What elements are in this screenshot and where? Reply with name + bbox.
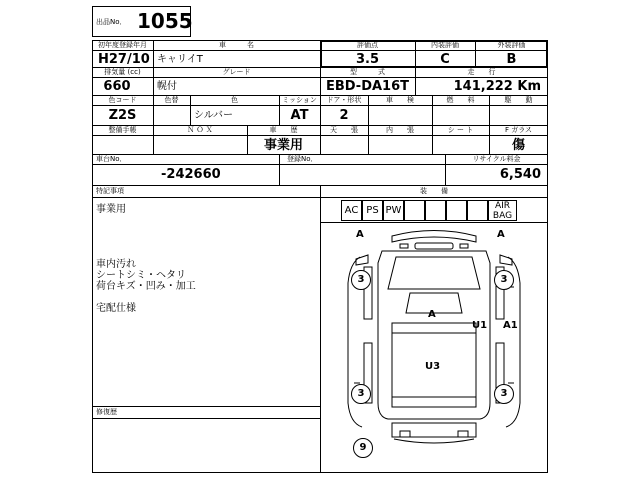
remarks-note: 荷台キズ・凹み・加工	[96, 281, 196, 292]
chassis-label: 車台No．	[96, 155, 127, 163]
remarks-line1: 事業用	[96, 204, 126, 215]
fuel-label: 燃 料	[446, 96, 475, 104]
damage-right-u: U1	[472, 320, 488, 331]
displacement-label: 排気量 (cc)	[104, 68, 141, 76]
equipment-cell	[362, 200, 383, 221]
damage-right-a: A1	[503, 320, 518, 331]
color-code-label: 色コード	[108, 96, 137, 104]
damage-front-right: A	[497, 229, 505, 240]
recycle-value: 6,540	[499, 167, 541, 182]
damage-front-left: A	[356, 229, 364, 240]
grade-value: 幌付	[157, 81, 177, 92]
color-code-value: Z2S	[108, 108, 137, 123]
front-glass-label: F ガラス	[504, 126, 533, 134]
car-diagram	[320, 223, 548, 473]
equipment-label: 装 備	[420, 187, 448, 195]
damage-rear-left: 3	[351, 384, 371, 404]
equipment-cell	[446, 200, 467, 221]
damage-rear-right: 3	[494, 384, 514, 404]
vline	[279, 154, 280, 185]
mileage-label: 走 行	[467, 68, 496, 76]
exterior-value: B	[506, 52, 517, 67]
doors-value: 2	[339, 108, 349, 123]
damage-rear-bottom: 9	[353, 438, 373, 458]
equipment-ac: AC	[344, 205, 359, 216]
doors-label: ドア・形状	[326, 96, 362, 104]
equipment-airbag-cell	[488, 200, 517, 221]
seat-label: シ ー ト	[447, 126, 474, 134]
equipment-cell	[404, 200, 425, 221]
equipment-cell	[383, 200, 404, 221]
history-label: 車 歴	[269, 126, 298, 134]
headliner-label: 天 張	[330, 126, 358, 134]
remarks-note: シートシミ・ヘタリ	[96, 270, 186, 281]
equipment-airbag: AIR BAG	[492, 201, 513, 221]
color-label: 色	[231, 96, 238, 104]
inspection-label: 車 検	[386, 96, 414, 104]
color-change-label: 色替	[164, 96, 179, 104]
mileage-value: 141,222 Km	[453, 79, 541, 94]
recycle-label: リサイクル料金	[472, 155, 521, 163]
repair-history-label: 修復歴	[96, 408, 117, 416]
first-reg-label: 初年度登録年月	[98, 41, 147, 49]
transmission-value: AT	[290, 108, 309, 123]
equipment-cell	[425, 200, 446, 221]
equipment-cell	[341, 200, 362, 221]
equipment-pw: PW	[385, 205, 402, 216]
service-book-label: 整備手帳	[108, 126, 137, 134]
score-label: 評価点	[357, 41, 378, 49]
remarks-note: 宅配仕様	[96, 303, 136, 314]
damage-door-right: 3	[494, 270, 514, 290]
color-value: シルバー	[194, 110, 234, 121]
drive-label: 駆 動	[504, 96, 533, 104]
nox-label: Ｎ Ｏ Ｘ	[187, 126, 213, 134]
equipment-cell	[467, 200, 488, 221]
exterior-label: 外装評価	[497, 41, 526, 49]
equipment-ps: PS	[366, 205, 379, 216]
hline	[92, 418, 320, 419]
interior-value: C	[440, 52, 450, 67]
hline	[92, 406, 320, 407]
damage-bed: U3	[425, 361, 441, 372]
interior-trim-label: 内 張	[386, 126, 414, 134]
transmission-label: ミッション	[282, 96, 317, 104]
car-name-value: キャリイT	[157, 54, 203, 65]
remarks-note: 車内汚れ	[96, 259, 136, 270]
displacement-value: 660	[103, 79, 131, 94]
remarks-label: 特記事項	[96, 187, 124, 195]
model-value: EBD-DA16T	[325, 79, 410, 94]
reg-no-label: 登録No．	[287, 155, 318, 163]
chassis-value: -242660	[161, 167, 221, 182]
grade-label: グレード	[222, 68, 251, 76]
front-glass-value: 傷	[511, 138, 525, 153]
lot-number: 1055	[137, 9, 193, 33]
interior-label: 内装評価	[431, 41, 459, 49]
first-reg-value: H27/10	[98, 52, 150, 67]
hline	[92, 164, 548, 165]
model-label: 型 式	[350, 68, 385, 76]
car-name-label: 車 名	[219, 41, 254, 49]
lot-number-label: 出品No．	[96, 18, 127, 26]
score-value: 3.5	[355, 52, 380, 67]
damage-door-left: 3	[351, 270, 371, 290]
history-value: 事業用	[263, 138, 303, 153]
damage-roof: A	[428, 309, 436, 320]
